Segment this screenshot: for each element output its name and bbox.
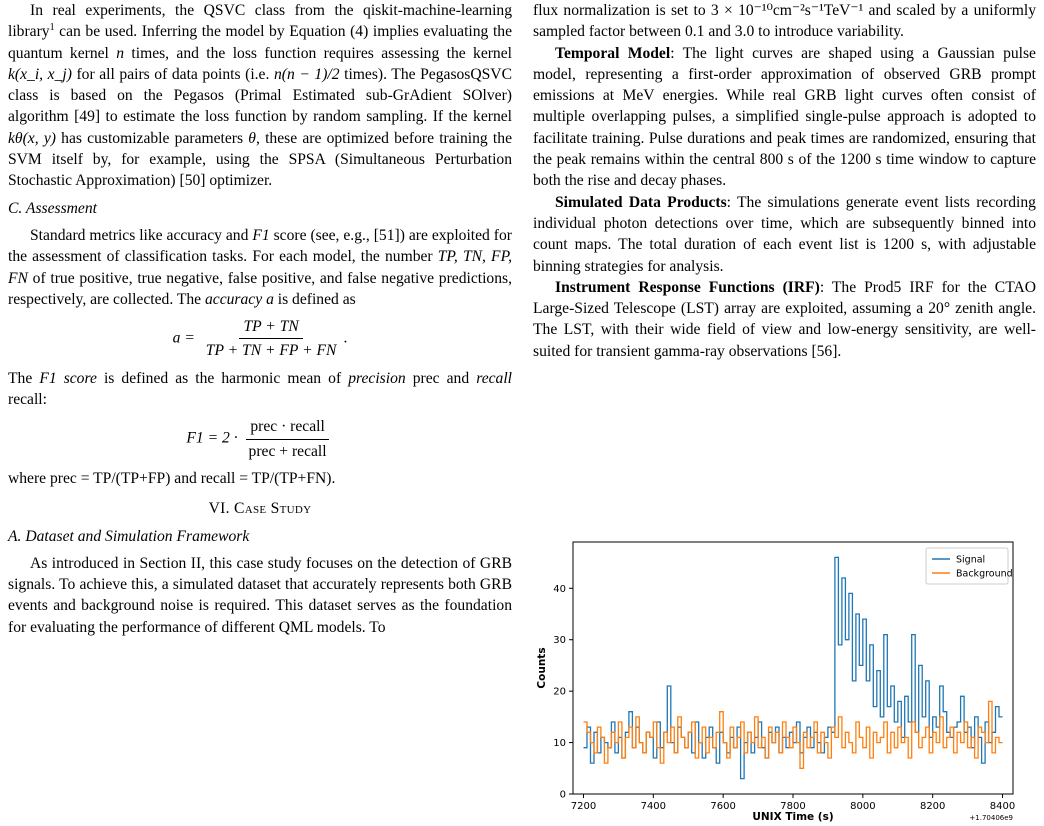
paragraph-prec-recall: where prec = TP/(TP+FP) and recall = TP/(TP+FN). [8, 469, 336, 487]
left-column [8, 0, 512, 638]
axis-ticks [553, 584, 1015, 812]
paragraph-dataset: As introduced in Section II, this case study focuses on the detection of GRB signals. To achieve this, a simulated dataset that accurately represents both GRB events and background noise is required. This dataset serves as the foundation for evaluating the performance of different QML models. To [8, 554, 512, 636]
x-tick-label-4: 8000 [850, 801, 876, 812]
x-tick-label-1: 7400 [640, 801, 667, 812]
paragraph-irf: Instrument Response Functions (IRF): The Prod5 IRF for the CTAO Large-Sized Telescope (LST) array are exploited, assuming a 20° zenith angle. The LST, with their wide field of view and low-energy sensitivity, are well-suited for transient gamma-ray observations [56]. [533, 278, 1037, 360]
x-tick-label-5: 8200 [919, 801, 946, 812]
equation-f1: F1 = 2 · $\frac{\text{prec · recall}}{\text{prec + recall}}$ [8, 416, 512, 462]
paragraph-temporal: Temporal Model: The light curves are shaped using a Gaussian pulse model, representing a first-order approximation of observed GRB prompt emissions at MeV energies. While real GRB light curves often consist of multiple overlapping pulses, a simplified single-pulse approach is adopted to facilitate training. Pulse durations and peak times are randomized, ensuring that the peak remains within the central 800 s of the 1200 s time window to capture both the rise and decay phases. [533, 44, 1036, 190]
legend [926, 548, 1013, 584]
chart-svg [533, 530, 1036, 826]
footnote-marker: 1 [49, 22, 55, 34]
legend-label-signal: Signal [956, 554, 986, 566]
paragraph-assessment: Standard metrics like accuracy and F1 score (see, e.g., [51]) are exploited for the assessment of classification tasks. For each model, the number TP, TN, FP, FN of true positive, true negative, false positive, and false negative predictions, respectively, are collected. The accuracy a is defined as [8, 226, 512, 308]
x-tick-label-6: 8400 [989, 801, 1016, 812]
paragraph-flux: flux normalization is set to 3 × 10⁻¹⁰cm⁻²s⁻¹TeV⁻¹ and scaled by a uniformly sampled factor between 0.1 and 3.0 to introduce variability. [533, 2, 1036, 41]
y-tick-label-0: 0 [559, 789, 566, 801]
equation-accuracy: a = $\frac{TP + TN}{TP + TN + FP + FN}$ . [172, 318, 348, 360]
y-tick-label-3: 30 [553, 635, 566, 647]
right-column [533, 0, 1036, 362]
x-tick-label-3: 7800 [780, 801, 806, 812]
y-axis-label: Counts [536, 647, 548, 689]
section-case-study: VI. Case Study [208, 500, 312, 518]
legend-label-background: Background [956, 568, 1013, 580]
series-lines [584, 554, 1003, 778]
paragraph-qsvc: In real experiments, the QSVC class from the qiskit-machine-learning library$^1$ can be used. Inferring the model by Equation (4) implies evaluating the quantum kernel n times, and the loss function requires assessing the kernel k(x_i, x_j) for all pairs of data points (i.e. n(n − 1)/2 times). The PegasosQSVC class is based on the Pegasos (Primal Estimated sub-GrAdient SOlver) algorithm [49] to estimate the loss function by random sampling. If the kernel kθ(x, y) has customizable parameters θ, these are optimized before training the SVM itself by, for example, using the SPSA (Simultaneous Perturbation Stochastic Approximation) [50] optimizer. [8, 2, 512, 190]
paragraph-data-products: Simulated Data Products: The simulations generate event lists recording individual photon detections over time, which are subsequently binned into count maps. The total duration of each event list is 1200 s, with adjustable binning strategies for analysis. [533, 193, 1036, 275]
y-tick-label-2: 20 [553, 686, 566, 698]
x-axis-label: UNIX Time (s) [752, 811, 834, 823]
y-tick-label-4: 40 [553, 583, 566, 595]
y-tick-label-1: 10 [553, 738, 566, 750]
x-tick-label-0: 7200 [570, 801, 597, 812]
subsection-assessment: C. Assessment [8, 199, 97, 217]
light-curve-chart [533, 530, 1036, 826]
paragraph-f1: The F1 score is defined as the harmonic mean of precision prec and recall recall: [8, 369, 512, 409]
subsection-dataset: A. Dataset and Simulation Framework [8, 527, 250, 545]
x-tick-label-2: 7600 [710, 801, 736, 812]
x-offset-label: +1.70406e9 [969, 814, 1013, 822]
